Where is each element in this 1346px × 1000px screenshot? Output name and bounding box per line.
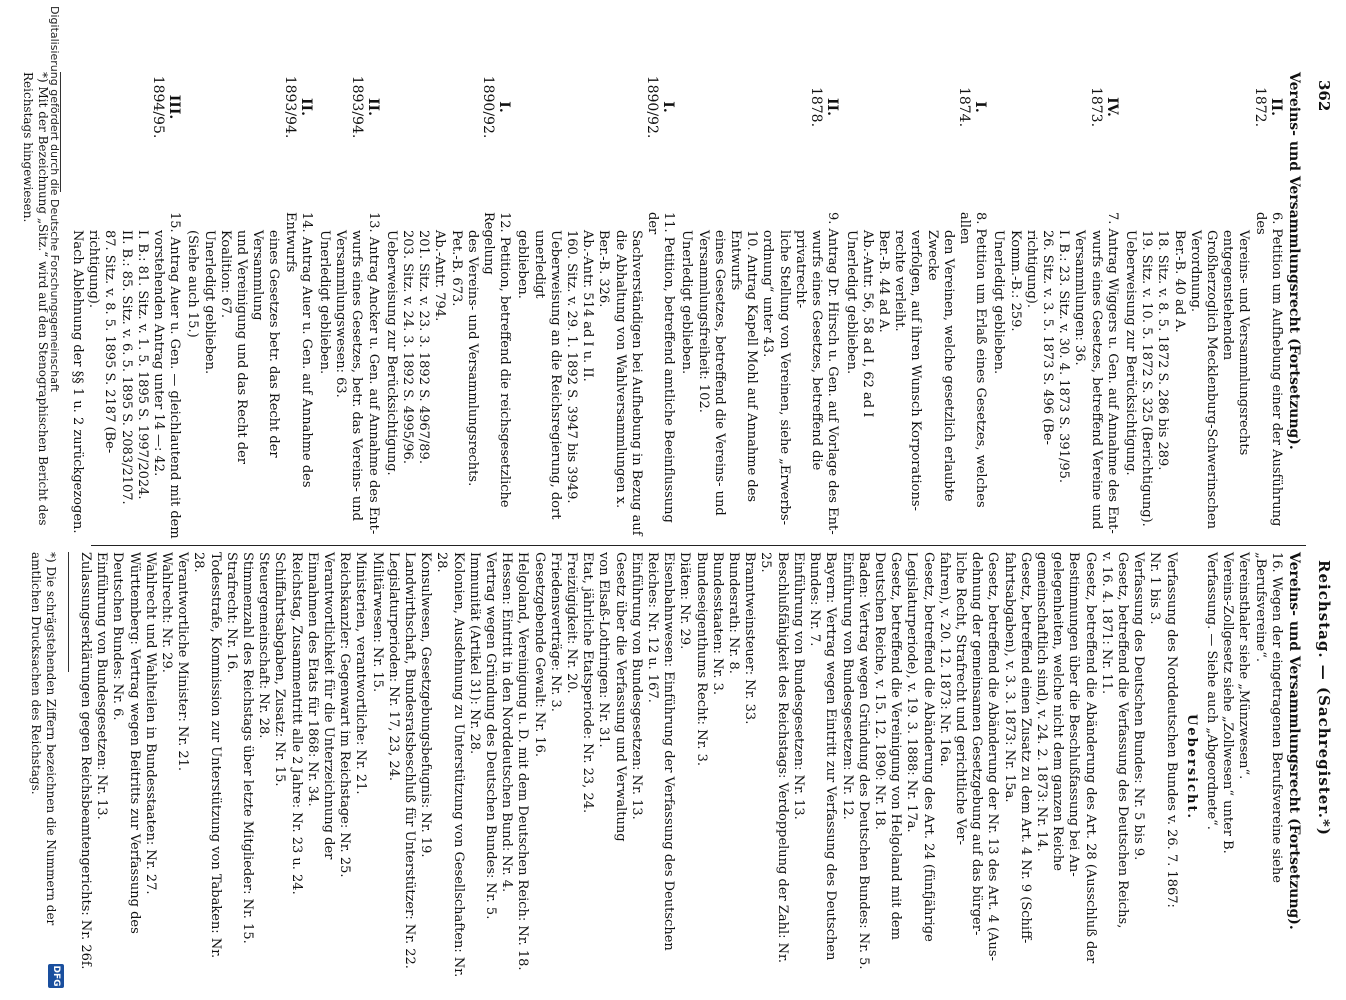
register-line: gelegenheiten, welche nicht dem ganzen Reiche xyxy=(1050,552,1066,871)
register-line: Verantwortlichkeit für die Unterzeichnung der xyxy=(321,552,337,860)
session-marker xyxy=(644,72,676,142)
entry-line: 87. Sitz. v. 8. 5. 1895 S. 2187 (Be- xyxy=(102,230,118,454)
entry-line: Versammlungsfreiheit: 102. xyxy=(695,230,711,413)
session-year: 1878. xyxy=(808,86,825,128)
session-year: 1893/94. xyxy=(348,75,365,139)
entry-line: Ber.-B. 326. xyxy=(596,230,612,308)
entry-line: Unerledigt geblieben. xyxy=(317,230,333,375)
session-roman: IV. xyxy=(1103,97,1120,117)
register-line: Reichstag, Zusammentritt alle 2 Jahre: Nr. 23 u. 24. xyxy=(288,552,304,895)
register-line: fahren), v. 20. 12. 1873: Nr. 16a. xyxy=(936,552,952,767)
entry-line: Pet.-B. 673. xyxy=(448,230,464,307)
footnote-rule-right xyxy=(68,552,69,672)
entry-line: Vereins- und Versammlungsrechts entgegenstehenden xyxy=(1220,230,1252,456)
entry-line: Unerledigt geblieben. xyxy=(843,230,859,375)
entry-line: Koalition: 67. xyxy=(217,230,233,319)
register-line: Gesetz, betreffend die Verfassung des Deutschen Reichs, xyxy=(1114,552,1130,929)
session-year: 1890/92. xyxy=(480,75,497,139)
entry-line: 6. Petition um Aufhebung einer der Ausführung des xyxy=(1252,212,1284,527)
entry-line: Nach Ablehnung der §§ 1 u. 2 zurückgezogen. xyxy=(69,230,85,534)
entry-line: richtigung). xyxy=(1023,230,1039,308)
session-year: 1872. xyxy=(1251,86,1268,128)
entry-line: 11. Petition, betreffend amtliche Beeinflussung der xyxy=(645,212,677,523)
page-title: Reichstag. — (Sachregister.*) xyxy=(1315,560,1333,836)
entry-line: Sachverständigen bei Aufhebung in Bezug auf xyxy=(628,230,644,536)
entry-line: Ab.-Antr. 514 ad I u. II. xyxy=(580,230,596,382)
entry-line: 18. Sitz. v. 8. 5. 1872 S. 286 bis 289. xyxy=(1155,230,1171,471)
register-line: Beschlußfähigkeit des Reichstags: Verdoppelung der Zahl: Nr. 25. xyxy=(758,552,790,963)
register-line: Stimmenzahl des Reichstags über letzte Mitglieder: Nr. 15. xyxy=(240,552,255,944)
entry-line: 8. Petition um Erlaß eines Gesetzes, welches allen xyxy=(956,212,989,508)
register-line: Deutschen Bundes: Nr. 6. xyxy=(110,552,126,721)
register-line: Helgoland, Vereinigung u. D. mit dem Deutschen Reich: Nr. 18. xyxy=(515,552,531,971)
entry-line: Ab.-Antr. 56, 58 ad I, 62 ad I xyxy=(859,230,875,418)
register-line: Gesetz, betreffend die Abänderung des Art. 24 (fünfjährige xyxy=(920,552,936,942)
entry-line: eines Gesetzes betr. das Recht der Versammlung xyxy=(250,230,282,458)
entry-line: wurfs eines Gesetzes, betreffend die privatrecht- xyxy=(792,230,825,471)
register-line: Strafrecht: Nr. 16. xyxy=(223,552,239,674)
register-line: Einführung von Bundesgesetzen: Nr. 13. xyxy=(790,552,806,820)
entry-line: Versammlungswesen: 63. xyxy=(333,230,349,398)
register-line: Einführung von Bundesgesetzen: Nr. 13. xyxy=(94,552,110,820)
register-line: Verfassung. — Siehe auch „Abgeordnete“. xyxy=(1203,552,1219,830)
entry-line: den Vereinen, welche gesetzlich erlaubte Zwecke xyxy=(924,230,956,502)
register-line: liche Recht, Strafrecht und gerichtliche Ver- xyxy=(952,552,968,845)
entry-line: Unerledigt geblieben. xyxy=(201,230,217,375)
register-line: Konsulwesen, Gesetzgebungsbefugnis: Nr. 19. xyxy=(418,552,434,858)
register-line: Bestimmungen über die Beschlußfassung bei An- xyxy=(1066,552,1082,877)
register-line: Gesetzgebende Gewalt: Nr. 16. xyxy=(531,552,547,758)
entry-line: 26. Sitz. v. 3. 5. 1873 S. 496 (Be- xyxy=(1039,230,1055,445)
register-line: Verfassung des Norddeutschen Bundes v. 26. 7. 1867: xyxy=(1163,552,1179,908)
register-line: Gesetz, betreffend die Vereinigung von Helgoland mit dem xyxy=(888,552,904,940)
entry-line: 201. Sitz. v. 23. 3. 1892 S. 4967/89. xyxy=(416,230,432,464)
register-line: Schiffahrtsabgaben, Zusatz: Nr. 15. xyxy=(272,552,288,787)
entry-line: 14. Antrag Auer u. Gen. auf Annahme des Entwurfs xyxy=(282,212,314,488)
register-line: Reiches: Nr. 12 u. 167. xyxy=(645,552,661,703)
register-line: Einnahmen des Etats für 1868: Nr. 34. xyxy=(304,552,320,807)
register-line: Nr. 1 bis 3. xyxy=(1147,552,1163,625)
session-year: 1874. xyxy=(956,86,973,128)
entry-line: (Siehe auch 15.) xyxy=(185,230,201,338)
register-line: fahrtsabgaben), v. 3. 3. 1873: Nr. 15a. xyxy=(1001,552,1017,803)
session-roman: I. xyxy=(972,101,989,113)
entry-line: Ber.-B. 40 ad A. xyxy=(1171,230,1187,333)
session-roman: II. xyxy=(364,98,381,116)
entry-line: 15. Antrag Auer u. Gen. — gleichlautend mit dem xyxy=(167,212,183,539)
entry-line: Ab.-Antr. 794. xyxy=(432,230,448,322)
entry-line: ordnung“ unter 43. xyxy=(760,230,776,358)
entry-line: Ueberweisung zur Berücksichtigung. xyxy=(383,230,399,476)
entry-line: Ber.-B. 44 ad A. xyxy=(875,230,891,333)
entry-line: Unerledigt geblieben. xyxy=(991,230,1007,375)
entry-line: rechte verleiht. xyxy=(892,230,908,332)
entry-line: die Abhaltung von Wahlversammlungen x. xyxy=(612,230,628,509)
session-roman: II. xyxy=(297,98,314,116)
register-line: Etat, jährliche Etatsperiode: Nr. 23, 24. xyxy=(580,552,596,814)
entry-line: 9. Antrag Dr. Hirsch u. Gen. auf Vorlage des Ent- xyxy=(825,212,841,535)
dfg-logo-icon: DFG xyxy=(48,964,64,988)
session-marker xyxy=(349,72,381,142)
overview-list xyxy=(77,552,1179,982)
register-line: 16. Wegen der eingetragenen Berufsvereine siehe xyxy=(1268,552,1284,883)
entry-line: wurfs eines Gesetzes, betreffend Vereine und xyxy=(1088,230,1104,530)
register-line: Friedensverträge: Nr. 3. xyxy=(547,552,563,712)
entry-line: liche Stellung von Vereinen, siehe „Erwerbs- xyxy=(776,230,792,526)
footnote: *) Mit der Bezeichnung „Sitz.“ wird auf den Stenographischen Bericht des Reichstags hingewiesen. xyxy=(21,72,50,526)
register-line: Gesetz, betreffend einen Zusatz zu dem Art. 4 Nr. 9 (Schiff- xyxy=(1017,552,1033,944)
register-entry xyxy=(316,72,381,542)
session-marker xyxy=(150,72,182,142)
entry-line: Versammlungen: 36. xyxy=(1072,230,1088,366)
entry-line: des Vereins- und Versammlungsrechts. xyxy=(464,230,480,487)
entry-line: eines Gesetzes, betreffend die Vereins- und xyxy=(711,230,727,516)
entry-line: 12. Petition, betreffend die reichsgesetzliche Regelung xyxy=(481,212,513,508)
register-line: Ministerien, verantwortliche: Nr. 21. xyxy=(353,552,369,795)
register-entry xyxy=(678,72,840,542)
register-entry xyxy=(69,72,182,542)
register-line: Gesetz, betreffend die Abänderung des Art. 28 (Ausschluß der xyxy=(1082,552,1098,964)
entry-line: Unerledigt geblieben. xyxy=(679,230,695,375)
entry-line: Großherzoglich Mecklenburg-Schwerinschen xyxy=(1203,230,1219,530)
session-marker xyxy=(1088,72,1120,142)
register-entry xyxy=(842,72,988,542)
entry-line: 203. Sitz. v. 24. 3. 1892 S. 4995/96. xyxy=(400,230,416,464)
session-marker xyxy=(282,72,314,142)
register-line: Vertrag wegen Gründung des Deutschen Bundes: Nr. 5. xyxy=(483,552,499,920)
session-year: 1873. xyxy=(1087,86,1104,128)
section-title-right: Vereins- und Versammlungsrecht (Fortsetzung). xyxy=(1286,552,1302,930)
register-line: „Berufsvereine“. xyxy=(1252,552,1268,662)
register-line: Vereinsthaler siehe „Münzwesen“. xyxy=(1236,552,1252,780)
right-column xyxy=(29,552,1302,982)
register-entry xyxy=(383,72,513,542)
entry-line: wurfs eines Gesetzes, betr. das Vereins- und xyxy=(349,230,365,521)
register-line: Eisenbahnwesen: Einführung der Verfassung des Deutschen xyxy=(661,552,677,951)
page-header xyxy=(1310,40,1332,960)
register-line: Diäten: Nr. 29. xyxy=(677,552,693,650)
register-line: Kolonien, Ausdehnung zu Unterstützung von Gesellschaften: Nr. 28. xyxy=(434,552,466,978)
entry-line: Ueberweisung an die Reichsregierung, dort unerledigt xyxy=(531,230,563,520)
entry-line: I. B.: 23. Sitz. v. 30. 4. 1873 S. 391/95. xyxy=(1056,230,1072,484)
register-line: Verantwortliche Minister: Nr. 21. xyxy=(175,552,191,772)
register-line: Bundesstaaten: Nr. 3. xyxy=(709,552,725,696)
session-marker xyxy=(808,72,840,142)
register-line: Freizügigkeit: Nr. 20. xyxy=(564,552,580,694)
entry-line: Verordnung. xyxy=(1187,230,1203,313)
register-line: Reichskanzler: Gegenwart im Reichstage: Nr. 25. xyxy=(337,552,353,878)
session-year: 1893/94. xyxy=(281,75,298,139)
entry-line: 160. Sitz. v. 29. 1. 1892 S. 3947 bis 3949. xyxy=(564,230,580,504)
register-line: Hessen: Eintritt in den Norddeutschen Bund: Nr. 4. xyxy=(499,552,515,893)
register-line: gemeinschaftlich sind), v. 24. 2. 1873: Nr. 14. xyxy=(1033,552,1049,852)
register-line: v. 16. 4. 1871: Nr. 11. xyxy=(1098,552,1114,695)
register-line: Bundesrath: Nr. 8. xyxy=(726,552,742,674)
register-line: Bundes: Nr. 7. xyxy=(807,552,823,647)
column-divider xyxy=(91,545,1306,546)
session-roman: I. xyxy=(660,101,677,113)
session-roman: III. xyxy=(166,94,183,120)
register-line: Gesetz, betreffend die Abänderung der Nr. 13 des Art. 4 (Aus- xyxy=(985,552,1001,961)
credit-text: Digitalisierung gefördert durch die Deutsche Forschungsgemeinschaft xyxy=(48,6,61,392)
entry-line: geblieben. xyxy=(515,230,531,299)
session-roman: I. xyxy=(496,101,513,113)
register-line: Einführung von Bundesgesetzen: Nr. 13. xyxy=(628,552,644,820)
register-line: Steuergemeinschaft: Nr. 28. xyxy=(256,552,272,739)
entry-line: richtigung). xyxy=(86,230,102,308)
register-line: Zulassungserklärungen gegen Reichsbeamtengerichts: Nr. 26f. xyxy=(77,552,93,970)
session-roman: II. xyxy=(1267,98,1284,116)
entries-list xyxy=(69,72,1284,542)
overview-heading: Uebersicht. xyxy=(1183,714,1199,820)
register-line: Bundeseigenthums Recht: Nr. 3. xyxy=(693,552,709,767)
entry-line: I. B.: 81. Sitz. v. 1. 5. 1895 S. 1997/2024. xyxy=(134,230,150,500)
register-entry xyxy=(1122,72,1284,542)
register-line: Wahlrecht und Wahlteilen in Bundesstaaten: Nr. 27. xyxy=(142,552,158,895)
footnote-right: *) Die schrägstehenden Ziffern bezeichnen die Nummern der amtlichen Drucksachen des Reichstags. xyxy=(29,552,58,926)
session-marker xyxy=(1252,72,1284,142)
register-line: Verfassung des Deutschen Bundes: Nr. 5 bis 9. xyxy=(1131,552,1147,861)
session-marker xyxy=(480,72,512,142)
register-line: Vereins-Zollgesetz siehe „Zollwesen“ unter B. xyxy=(1220,552,1236,854)
entry-line: vorstehenden Antrag unter 14 —: 42. xyxy=(150,230,166,477)
register-line: Baden: Vertrag wegen Gründung des Deutschen Bundes: Nr. 5. xyxy=(855,552,871,970)
register-entry xyxy=(990,72,1120,542)
register-line: Landwirthschaft, Bundesratsbeschluß für Unterstützer: Nr. 22. xyxy=(402,552,418,969)
entry-line: Ueberweisung zur Berücksichtigung. xyxy=(1122,230,1138,476)
entry-line: 7. Antrag Wiggers u. Gen. auf Annahme des Ent- xyxy=(1104,212,1120,534)
session-year: 1894/95. xyxy=(150,75,167,139)
register-line: Legislaturperiode), v. 19. 3. 1888: Nr. 17a. xyxy=(904,552,920,833)
register-line: Deutschen Reiche, v. 15. 12. 1890: Nr. 18. xyxy=(871,552,887,830)
entry-line: II. B.: 85. Sitz. v. 6. 5. 1895 S. 2083/2107. xyxy=(118,230,134,505)
register-line: Legislaturperioden: Nr. 17, 23, 24. xyxy=(385,552,401,782)
entry-line: 10. Antrag Kapell Mohl auf Annahme des Entwurfs xyxy=(728,230,760,503)
session-roman: II. xyxy=(824,98,841,116)
register-line: Immunität (Artikel 31): Nr. 28. xyxy=(466,552,482,755)
digitization-credit xyxy=(26,0,66,1000)
register-line: Militärwesen: Nr. 15. xyxy=(369,552,385,693)
section-title: Vereins- und Versammlungsrecht (Fortsetzung). xyxy=(1286,72,1302,450)
entry-line: und Vereinigung und das Recht der xyxy=(234,230,249,464)
register-line: Todesstrafe, Kommission zur Unterstützung von Tabaken: Nr. 28. xyxy=(191,552,223,959)
register-entry xyxy=(514,72,676,542)
register-entry xyxy=(184,72,314,542)
entry-line: Komm.-B.: 259. xyxy=(1007,230,1023,332)
register-line: dehnung der gemeinsamen Gesetzgebung auf das bürger- xyxy=(969,552,985,936)
register-line: Bayern: Vertrag wegen Eintritt zur Verfassung des Deutschen xyxy=(823,552,839,961)
entry-line: 13. Antrag Ancker u. Gen. auf Annahme des Ent- xyxy=(365,212,381,535)
register-line: Württemberg: Vertrag wegen Beitritts zur Verfassung des xyxy=(126,552,142,934)
register-line: von Elsaß-Lothringen: Nr. 31. xyxy=(596,552,612,748)
session-year: 1890/92. xyxy=(644,75,661,139)
left-column xyxy=(21,72,1302,542)
register-line: Gesetz über die Verfassung und Verwaltung xyxy=(612,552,628,842)
entry-line: 19. Sitz. v. 10. 5. 1872 S. 325 (Berichtigung). xyxy=(1139,230,1155,527)
register-line: Branntweinsteuer: Nr. 33. xyxy=(742,552,758,725)
page-number: 362 xyxy=(1315,80,1333,112)
register-line: Wahlrecht: Nr. 29. xyxy=(158,552,174,673)
intro-lines xyxy=(1203,552,1284,982)
entry-line: verfolgen, auf ihren Wunsch Korporations- xyxy=(908,230,924,511)
session-marker xyxy=(956,72,988,142)
register-line: Einführung von Bundesgesetzen: Nr. 12. xyxy=(839,552,855,820)
